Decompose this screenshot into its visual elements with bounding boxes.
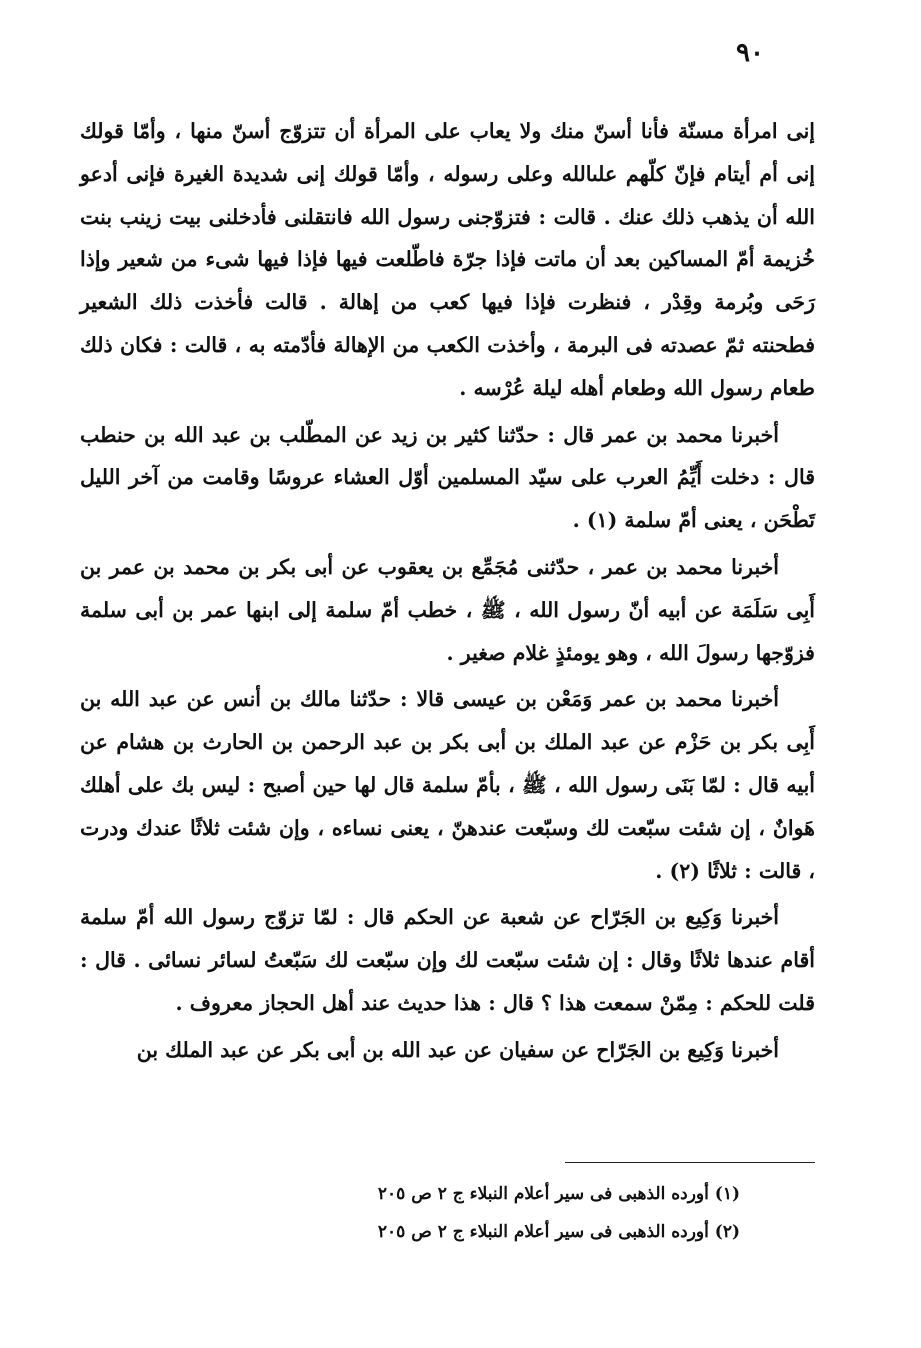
- footnote-2: (٢) أورده الذهبى فى سير أعلام النبلاء ج ٢ ص ٢٠٥: [377, 1222, 740, 1242]
- main-text: [80, 110, 815, 1072]
- paragraph-6: أخبرنا وَكِيع بن الجَرّاح عن سفيان عن عبد الله بن أبى بكر عن عبد الملك بن: [136, 1037, 779, 1062]
- page-number: ٩٠: [736, 38, 764, 68]
- paragraph-5: أخبرنا وَكِيع بن الجَرّاح عن شعبة عن الحكم قال : لمّا تزوّج رسول الله أمّ سلمة أقام عندها ثلاثًا وقال : إن شئت سبّعت لك وإن سبّعت لك سَبّعتُ لسائر نسائى . قال : قلت للحكم : مِمّنْ سمعت هذا ؟ قال : هذا حديث عند أهل الحجاز معروف .: [80, 905, 815, 1015]
- footnotes: [300, 1175, 740, 1251]
- paragraph-1: إنى امرأة مسنّة فأنا أسنّ منك ولا يعاب على المرأة أن تتزوّج أسنّ منها ، وأمّا قولك إنى أم أيتام فإنّ كلّهم علىالله وعلى رسوله ، وأمّا قولك إنى شديدة الغيرة فإنى أدعو الله أن يذهب ذلك عنك . قالت : فتزوّجنى رسول الله فانتقلنى فأدخلنى بيت زينب بنت خُزيمة أمّ المساكين بعد أن ماتت فإذا جرّة فاطّلعت فيها فإذا فيها شىء من شعير وإذا رَحَى وبُرمة وقِدْر ، فنظرت فإذا فيها كعب من إهالة . قالت فأخذت ذلك الشعير فطحنته ثمّ عصدته فى البرمة ، وأخذت الكعب من الإهالة فأدّمته به ، قالت : فكان ذلك طعام رسول الله وطعام أهله ليلة عُرْسه .: [80, 119, 815, 400]
- footnote-divider: [565, 1162, 815, 1163]
- paragraph-2: أخبرنا محمد بن عمر قال : حدّثنا كثير بن زيد عن المطّلب بن عبد الله بن حنطب قال : دخلت أَيِّمُ العرب على سيّد المسلمين أوّل العشاء عروسًا وقامت من آخر الليل تَطْحَن ، يعنى أمّ سلمة (١) .: [80, 422, 815, 533]
- paragraph-4: أخبرنا محمد بن عمر وَمَعْن بن عيسى قالا : حدّثنا مالك بن أنس عن عبد الله بن أَبِى بكر بن حَزْم عن عبد الملك بن أبى بكر بن عبد الرحمن بن الحارث بن هشام عن أبيه قال : لمّا بَنَى رسول الله ، ﷺ ، بأمّ سلمة قال لها حين أصبح : ليس بك على أهلك هَوانٌ ، إن شئت سبّعت لك وسبّعت عندهنّ ، يعنى نساءه ، وإن شئت ثلاثًا عندك ودرت ، قالت : ثلاثًا (٢) .: [80, 687, 815, 883]
- footnote-1: (١) أورده الذهبى فى سير أعلام النبلاء ج ٢ ص ٢٠٥: [377, 1184, 740, 1204]
- paragraph-3: أخبرنا محمد بن عمر ، حدّثنى مُجَمِّع بن يعقوب عن أبى بكر بن محمد بن عمر بن أَبِى سَلَمَة عن أبيه أنّ رسول الله ، ﷺ ، خطب أمّ سلمة إلى ابنها عمر بن أبى سلمة فزوّجها رسولَ الله ، وهو يومئذٍ غلام صغير .: [80, 554, 815, 665]
